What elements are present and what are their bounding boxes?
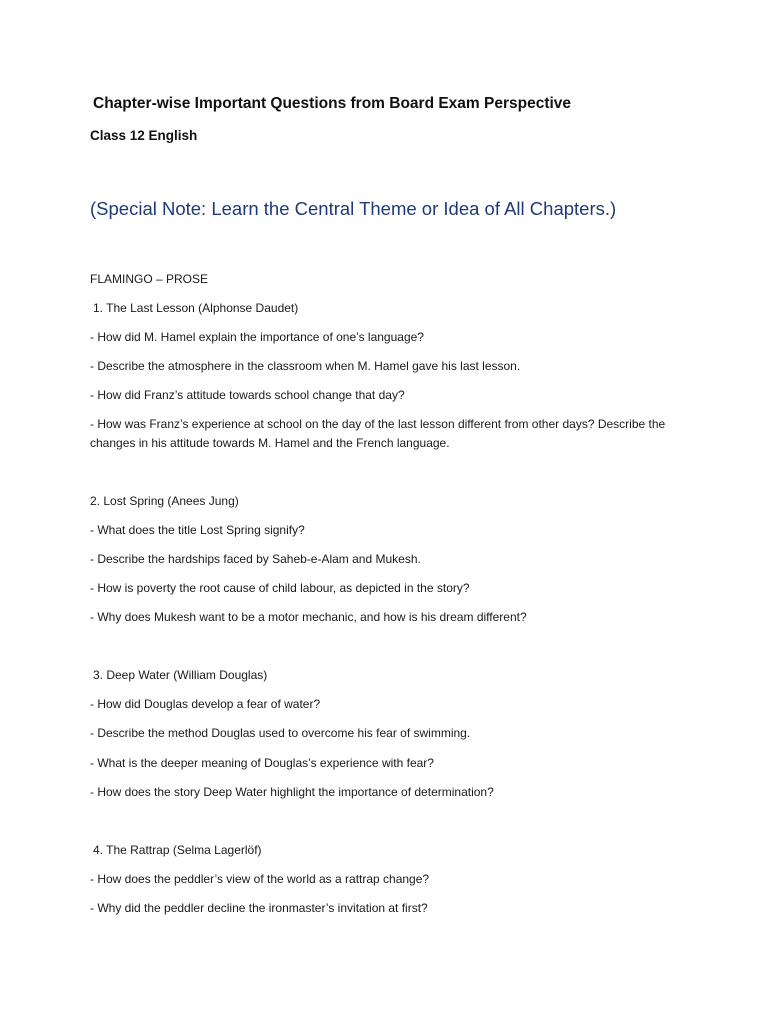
question-item: - Describe the method Douglas used to overcome his fear of swimming. <box>90 726 471 740</box>
chapter-heading: 3. Deep Water (William Douglas) <box>93 668 268 682</box>
chapter-heading: 1. The Last Lesson (Alphonse Daudet) <box>93 301 299 315</box>
special-note: (Special Note: Learn the Central Theme or Idea of All Chapters.) <box>90 198 617 219</box>
question-item: - Why did the peddler decline the ironmaster’s invitation at first? <box>90 901 428 915</box>
question-item: - How was Franz’s experience at school on the day of the last lesson different from other days? Describe the changes in his attitude towards M. Hamel and the French language. <box>90 417 666 450</box>
question-item: - How did Franz’s attitude towards school change that day? <box>90 388 405 402</box>
chapter-heading: 2. Lost Spring (Anees Jung) <box>90 494 239 508</box>
section-heading: FLAMINGO – PROSE <box>90 272 209 286</box>
question-item: - Why does Mukesh want to be a motor mechanic, and how is his dream different? <box>90 610 527 624</box>
question-item: - How did M. Hamel explain the importance of one’s language? <box>90 330 424 344</box>
question-item: - Describe the hardships faced by Saheb-e-Alam and Mukesh. <box>90 552 421 566</box>
question-item: - How does the story Deep Water highlight the importance of determination? <box>90 785 494 799</box>
question-item: - What is the deeper meaning of Douglas’s experience with fear? <box>90 756 434 770</box>
question-item: - Describe the atmosphere in the classroom when M. Hamel gave his last lesson. <box>90 359 521 373</box>
question-item: - What does the title Lost Spring signify? <box>90 523 305 537</box>
question-item: - How did Douglas develop a fear of water? <box>90 697 321 711</box>
document-title: Chapter-wise Important Questions from Board Exam Perspective <box>93 95 572 112</box>
question-item: - How does the peddler’s view of the world as a rattrap change? <box>90 872 430 886</box>
question-item: - How is poverty the root cause of child labour, as depicted in the story? <box>90 581 470 595</box>
chapter-heading: 4. The Rattrap (Selma Lagerlöf) <box>93 843 262 857</box>
document-subtitle: Class 12 English <box>90 128 198 143</box>
